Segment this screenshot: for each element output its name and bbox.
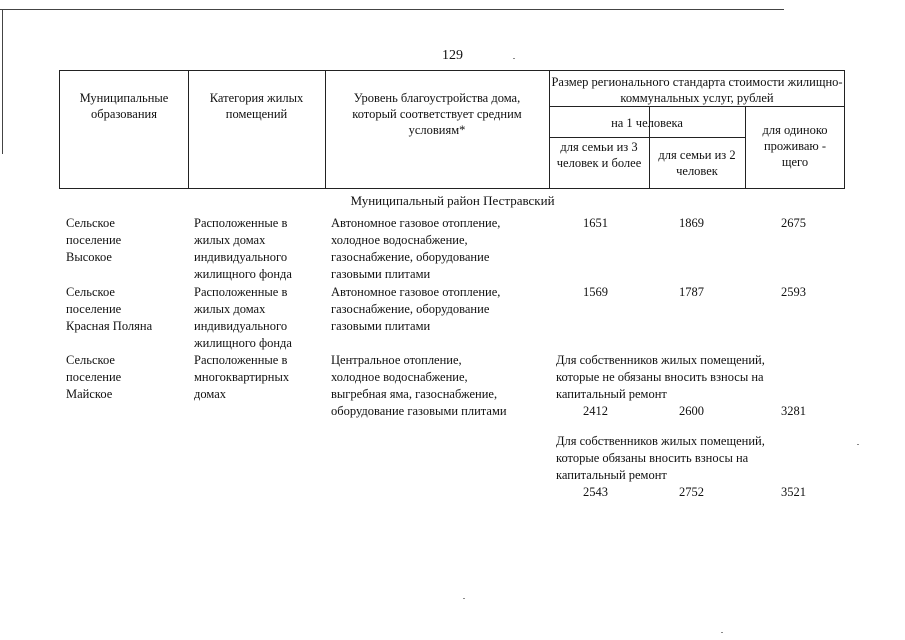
row3-note-obliged: Для собственников жилых помещений, которые обязаны вносить взносы на капитальный ремонт: [556, 434, 765, 482]
scan-speck: [513, 58, 515, 59]
row2-category: Расположенные в жилых домах индивидуального жилищного фонда: [194, 285, 292, 350]
row1-municipality: Сельское поселение Высокое: [66, 216, 122, 264]
row3-value2-single: 3521: [781, 485, 806, 499]
row3-municipality: Сельское поселение Майское: [66, 353, 122, 401]
section-title: Муниципальный район Пестравский: [350, 193, 555, 208]
row3-value1-single: 3281: [781, 404, 806, 418]
row3-value1-family3: 2412: [583, 404, 608, 418]
page-number: 129: [442, 48, 463, 63]
row2-level: Автономное газовое отопление, газоснабжение, оборудование газовыми плитами: [331, 285, 501, 333]
header-level: Уровень благоустройства дома, который соответствует средним условиям*: [352, 91, 522, 137]
row3-value1-family2: 2600: [679, 404, 704, 418]
row2-value-family3: 1569: [583, 285, 608, 299]
scan-border-left: [2, 9, 3, 154]
row2-municipality: Сельское поселение Красная Поляна: [66, 285, 153, 333]
header-category: Категория жилых помещений: [209, 91, 304, 121]
table-header: [59, 70, 845, 189]
row3-note-not-obliged: Для собственников жилых помещений, которые не обязаны вносить взносы на капитальный ремонт: [556, 353, 765, 401]
row2-value-single: 2593: [781, 285, 806, 299]
header-divider: [325, 71, 326, 188]
scan-border-top: [0, 9, 784, 10]
header-standard-size: Размер регионального стандарта стоимости жилищно-коммунальных услуг, рублей: [551, 75, 843, 105]
header-divider: [745, 106, 746, 188]
row3-level: Центральное отопление, холодное водоснабжение, выгребная яма, газоснабжение, оборудование газовыми плитами: [331, 353, 507, 418]
row3-value2-family3: 2543: [583, 485, 608, 499]
scan-speck: [463, 598, 465, 599]
header-family-3: для семьи из 3 человек и более: [556, 140, 642, 170]
header-divider: [188, 71, 189, 188]
row1-category: Расположенные в жилых домах индивидуального жилищного фонда: [194, 216, 292, 281]
scan-speck: [857, 444, 859, 445]
header-divider: [549, 106, 844, 107]
row1-level: Автономное газовое отопление, холодное водоснабжение, газоснабжение, оборудование газовыми плитами: [331, 216, 501, 281]
header-family-2: для семьи из 2 человек: [658, 148, 736, 178]
row3-value2-family2: 2752: [679, 485, 704, 499]
row3-category: Расположенные в многоквартирных домах: [194, 353, 290, 401]
header-divider: [549, 137, 745, 138]
row2-value-family2: 1787: [679, 285, 704, 299]
header-single: для одиноко проживаю - щего: [762, 123, 828, 169]
header-per-person: на 1 человека: [611, 116, 683, 130]
row1-value-family2: 1869: [679, 216, 704, 230]
header-municipality: Муниципальные образования: [79, 91, 169, 121]
row1-value-family3: 1651: [583, 216, 608, 230]
row1-value-single: 2675: [781, 216, 806, 230]
scan-speck: [721, 632, 723, 633]
